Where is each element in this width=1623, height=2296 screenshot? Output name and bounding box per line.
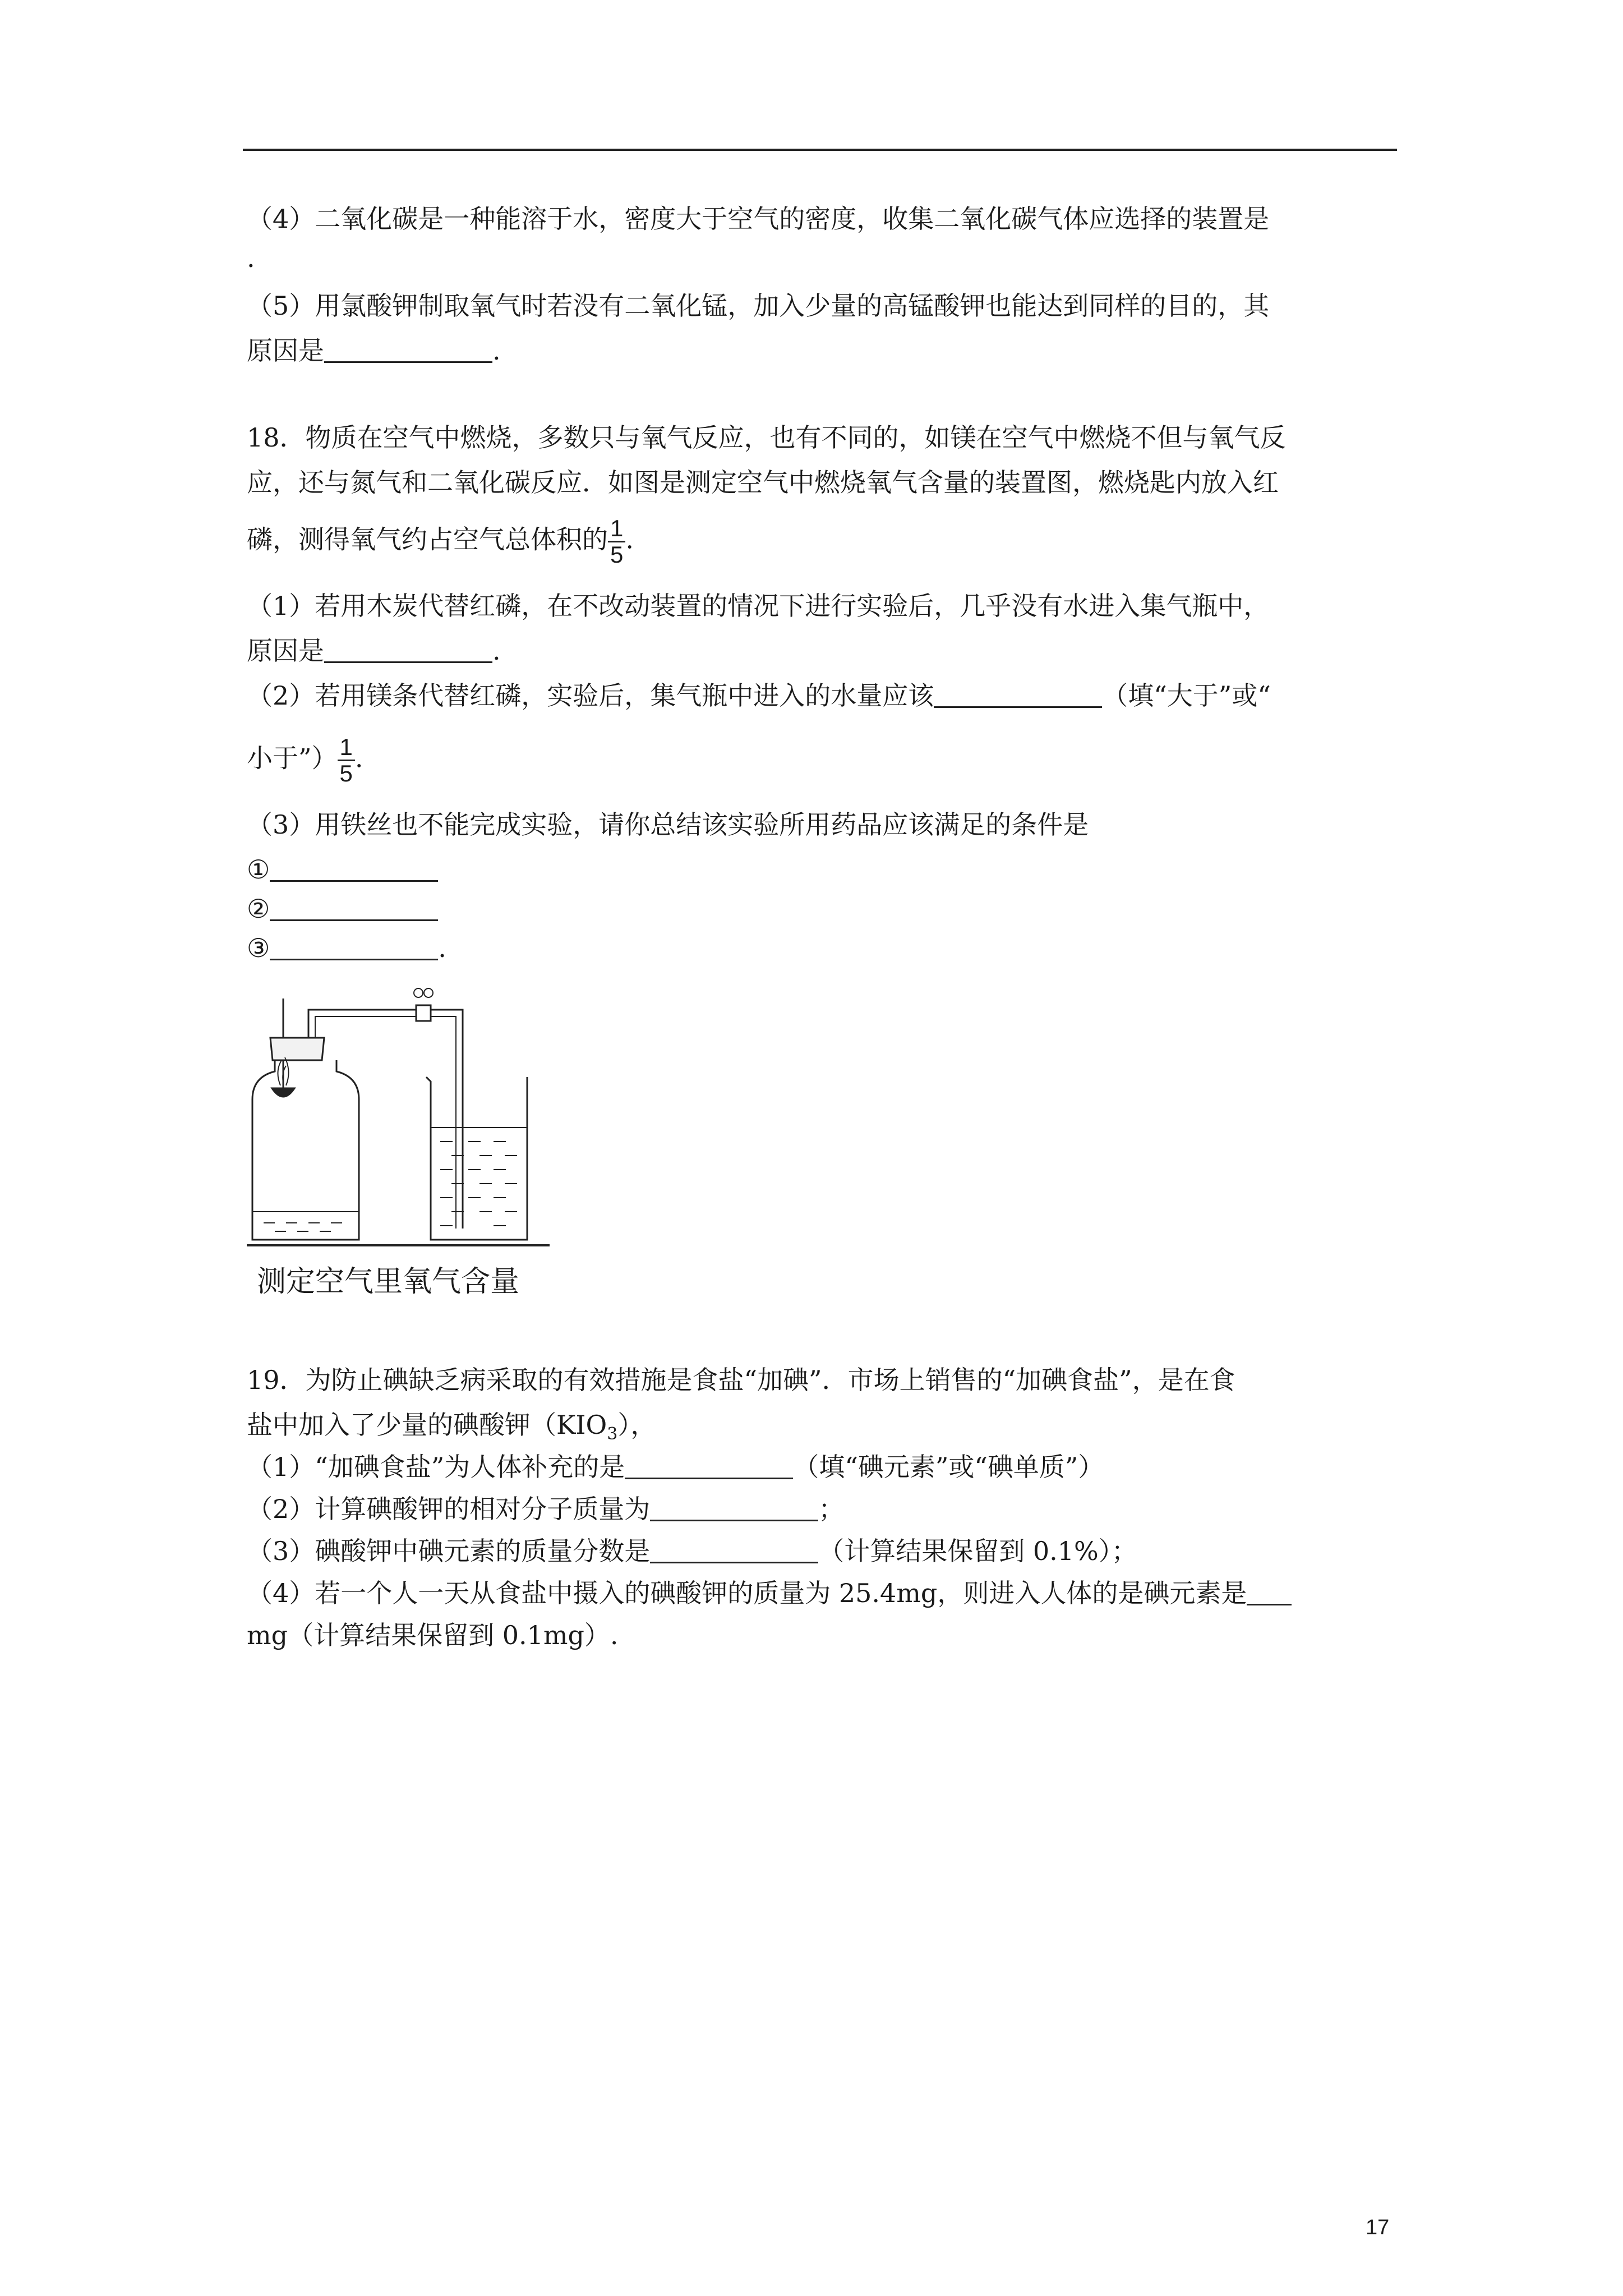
clamp-handle: [424, 988, 433, 997]
q18-stem-line3: 磷，测得氧气约占空气总体积的 $\frac{1}{5}$ .: [247, 515, 634, 568]
q18-part2-line2: 小于”） $\frac{1}{5}$ .: [247, 734, 363, 786]
q18-condition-1: ①: [247, 853, 1402, 886]
answer-blank[interactable]: [934, 680, 1102, 708]
q18-part1-line2: 原因是 .: [247, 636, 501, 666]
fraction-one-fifth: $\frac{1}{5}$: [608, 516, 625, 567]
answer-blank[interactable]: [625, 1452, 793, 1479]
connecting-tube: [308, 1010, 463, 1228]
q19-stem-line1: 19．为防止碘缺乏病采取的有效措施是食盐“加碘”．市场上销售的“加碘食盐”，是在食: [247, 1365, 1235, 1395]
fraction-one-fifth: $\frac{1}{5}$: [338, 735, 355, 786]
q18-part2-line1: （2）若用镁条代替红磷，实验后，集气瓶中进入的水量应该 （填“大于”或“: [247, 680, 1271, 711]
beaker: [426, 1077, 527, 1240]
clamp-handle: [414, 988, 423, 997]
q18-condition-2: ②: [247, 892, 1402, 926]
answer-blank[interactable]: [1247, 1578, 1292, 1605]
oxygen-measurement-apparatus: [247, 976, 561, 1257]
beaker-water: [440, 1142, 517, 1226]
q19-part4-line2: mg（计算结果保留到 0.1mg）.: [247, 1620, 619, 1650]
q19-part4-line1: （4）若一个人一天从食盐中摄入的碘酸钾的质量为 25.4mg，则进入人体的是碘元素是: [247, 1576, 1402, 1610]
q19-part3: （3）碘酸钾中碘元素的质量分数是 （计算结果保留到 0.1%）；: [247, 1536, 1137, 1566]
header-rule: [243, 149, 1397, 151]
connecting-tube-inner: [315, 1016, 456, 1228]
q18-part1-line1: （1）若用木炭代替红磷，在不改动装置的情况下进行实验后，几乎没有水进入集气瓶中，: [247, 591, 1270, 621]
page-number: 17: [1366, 2216, 1390, 2239]
answer-blank[interactable]: [324, 636, 492, 663]
rubber-stopper: [270, 1038, 324, 1060]
answer-blank[interactable]: [270, 854, 438, 882]
q19-part2: （2）计算碘酸钾的相对分子质量为 ；: [247, 1494, 845, 1524]
q17-part5-line1: （5）用氯酸钾制取氧气时若没有二氧化锰，加入少量的高锰酸钾也能达到同样的目的，其: [247, 291, 1270, 321]
q19-part1: （1）“加碘食盐”为人体补充的是 （填“碘元素”或“碘单质”）: [247, 1452, 1104, 1482]
answer-blank[interactable]: [270, 933, 438, 960]
combustion-spoon: [272, 1088, 294, 1097]
q17-part4: （4）二氧化碳是一种能溶于水，密度大于空气的密度，收集二氧化碳气体应选择的装置是: [247, 204, 1270, 234]
answer-blank[interactable]: [650, 1536, 818, 1563]
gas-collecting-bottle: [252, 1060, 359, 1240]
bottle-water: [264, 1223, 342, 1231]
q18-stem-line2: 应，还与氮气和二氧化碳反应．如图是测定空气中燃烧氧气含量的装置图，燃烧匙内放入红: [247, 467, 1279, 498]
answer-blank[interactable]: [650, 1494, 818, 1521]
q19-stem-line2: 盐中加入了少量的碘酸钾$(KIO_3)$，: [247, 1410, 657, 1444]
q18-condition-3: ③ .: [247, 933, 446, 963]
q18-part3: （3）用铁丝也不能完成实验，请你总结该实验所用药品应该满足的条件是: [247, 809, 1089, 840]
answer-blank[interactable]: [324, 335, 492, 363]
q17-part5-line2: 原因是 .: [247, 335, 501, 366]
figure-caption: 测定空气里氧气含量: [257, 1265, 520, 1299]
q17-part4-tail: .: [247, 243, 255, 273]
answer-blank[interactable]: [270, 894, 438, 921]
spring-clamp: [416, 1005, 431, 1021]
q18-stem-line1: 18．物质在空气中燃烧，多数只与氧气反应，也有不同的，如镁在空气中燃烧不但与氧气反: [247, 422, 1286, 453]
